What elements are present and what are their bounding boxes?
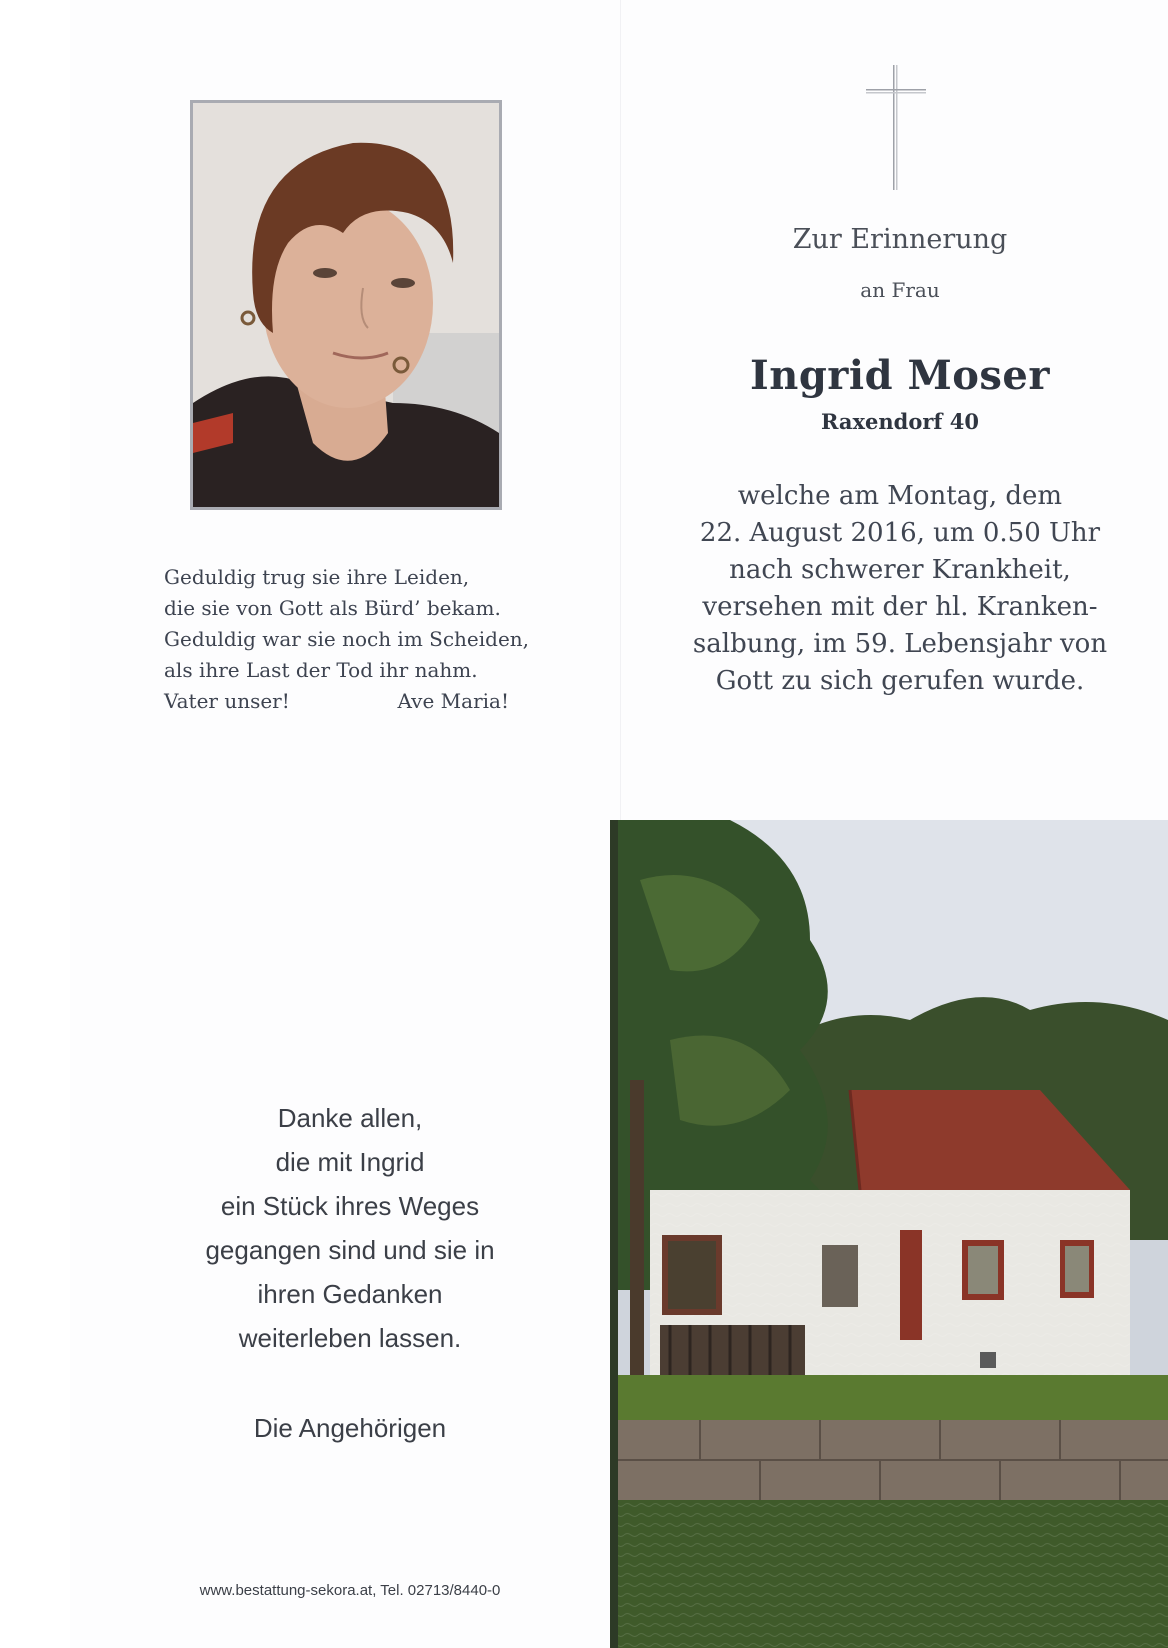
notice-line: salbung, im 59. Lebensjahr von (692, 629, 1108, 659)
cross-icon (866, 65, 926, 190)
notice-line: versehen mit der hl. Kranken- (702, 592, 1098, 622)
thanks-line: die mit Ingrid (275, 1147, 425, 1177)
poem-line: Geduldig war sie noch im Scheiden, (164, 627, 530, 651)
house-illustration (610, 820, 1168, 1648)
portrait-illustration (193, 103, 499, 507)
death-notice (680, 478, 1120, 700)
deceased-address: Raxendorf 40 (820, 409, 979, 434)
notice-line: 22. August 2016, um 0.50 Uhr (699, 518, 1101, 548)
prayer-closing (164, 686, 509, 717)
thanks-line: gegangen sind und sie in (205, 1235, 495, 1265)
poem-line: die sie von Gott als Bürd’ bekam. (164, 596, 501, 620)
memorial-salutation: an Frau (860, 278, 940, 302)
house-landscape-picture (610, 820, 1168, 1648)
portrait-photo (190, 100, 502, 510)
notice-line: Gott zu sich gerufen wurde. (715, 666, 1085, 696)
fold-line (620, 0, 621, 820)
family-signoff: Die Angehörigen (253, 1413, 447, 1443)
notice-line: nach schwerer Krankheit, (729, 555, 1071, 585)
memorial-heading: Zur Erinnerung (792, 224, 1008, 255)
poem (164, 562, 564, 717)
deceased-name: Ingrid Moser (750, 352, 1050, 399)
poem-line: als ihre Last der Tod ihr nahm. (164, 658, 478, 682)
thanks-line: ihren Gedanken (257, 1279, 443, 1309)
thanks-line: weiterleben lassen. (238, 1323, 462, 1353)
prayer-ave-maria: Ave Maria! (397, 689, 509, 713)
poem-line: Geduldig trug sie ihre Leiden, (164, 565, 470, 589)
funeral-home-footer: www.bestattung-sekora.at, Tel. 02713/8440-0 (199, 1582, 501, 1599)
notice-line: welche am Montag, dem (737, 481, 1063, 511)
thanks-line: Danke allen, (277, 1103, 423, 1133)
thanks-line: ein Stück ihres Weges (220, 1191, 480, 1221)
thanks-message (170, 1096, 530, 1360)
prayer-vater-unser: Vater unser! (164, 689, 290, 713)
